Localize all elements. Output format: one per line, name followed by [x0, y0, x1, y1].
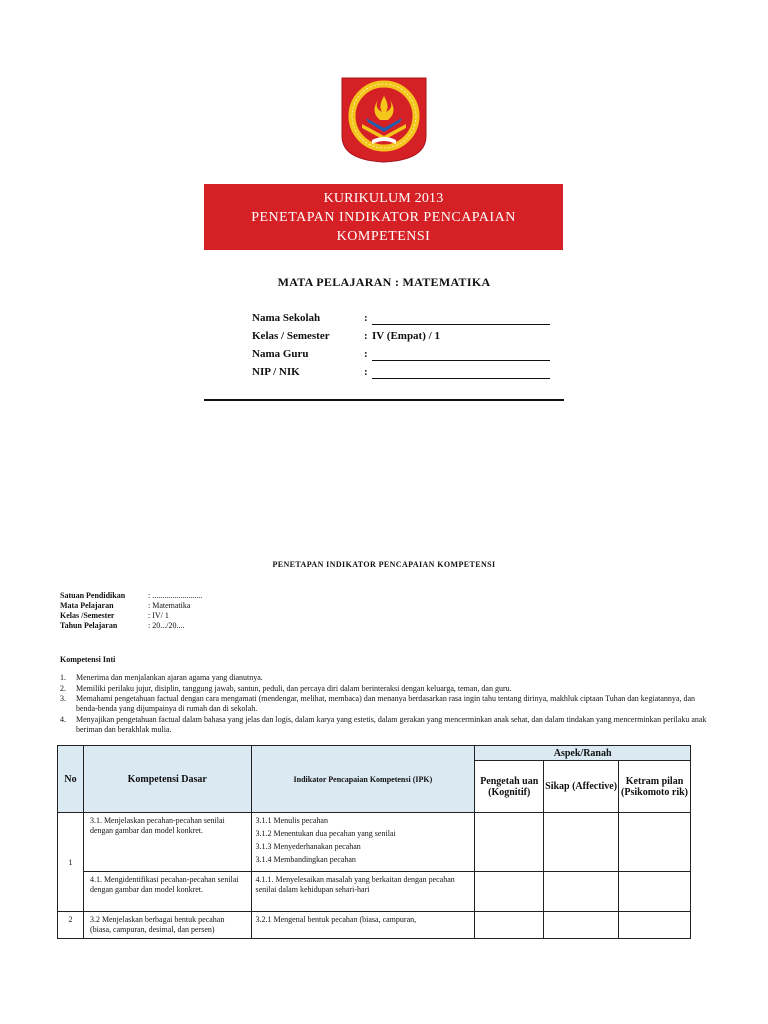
identity-value: IV (Empat) / 1 [372, 330, 440, 342]
row-number: 2 [58, 912, 84, 939]
ki-item [60, 673, 710, 683]
banner-line-2: PENETAPAN INDIKATOR PENCAPAIAN [251, 210, 516, 225]
ipk-item: 3.1.3 Menyederhanakan pecahan [255, 842, 361, 851]
ki-number: 4. [60, 715, 66, 724]
header-no: No [58, 746, 84, 813]
info-label: Kelas /Semester [60, 611, 115, 620]
header-sikap: Sikap (Affective) [544, 761, 619, 813]
banner-line-1: KURIKULUM 2013 [323, 191, 444, 206]
aspect-cell [619, 813, 691, 872]
identity-colon: : [364, 366, 368, 378]
ki-item [60, 694, 710, 714]
ipk-cell [251, 813, 475, 872]
ki-item [60, 715, 710, 735]
identity-label: NIP / NIK [252, 366, 300, 378]
aspect-cell [475, 813, 544, 872]
identity-label: Kelas / Semester [252, 330, 330, 342]
ki-number: 1. [60, 673, 66, 682]
info-label: Tahun Pelajaran [60, 621, 118, 630]
info-value: : IV/ 1 [148, 611, 169, 620]
info-value: : ......................... [148, 591, 203, 600]
aspect-cell [619, 872, 691, 912]
identity-colon: : [364, 312, 368, 324]
aspect-cell [544, 912, 619, 939]
divider [204, 399, 564, 401]
aspect-cell [544, 872, 619, 912]
ipk-cell [251, 872, 475, 912]
header-pengetahuan: Pengetah uan (Kognitif) [475, 761, 544, 813]
identity-label: Nama Sekolah [252, 312, 321, 324]
identity-colon: : [364, 330, 368, 342]
info-label: Mata Pelajaran [60, 601, 114, 610]
ipk-item: 3.1.4 Membandingkan pecahan [255, 855, 356, 864]
kd-cell: 3.2 Menjelaskan berbagai bentuk pecahan (biasa, campuran, desimal, dan persen) [83, 912, 251, 939]
ki-text: Memahami pengetahuan factual dengan cara mengamati (mendengar, melihat, membaca) dan menanya berdasarkan rasa ingin tahu tentang dirinya, makhluk ciptaan Tuhan dan kegiatannya, dan benda-benda yang dijumpainya di rumah dan di sekolah. [76, 694, 695, 713]
kd-cell: 4.1. Mengidentifikasi pecahan-pecahan senilai dengan gambar dan model konkret. [83, 872, 251, 912]
ki-number: 2. [60, 684, 66, 693]
header-aspek-ranah: Aspek/Ranah [475, 746, 691, 761]
ipk-item: 3.1.1 Menulis pecahan [255, 816, 328, 825]
identity-label: Nama Guru [252, 348, 309, 360]
ki-item [60, 684, 710, 694]
ki-number: 3. [60, 694, 66, 703]
table-row [58, 813, 691, 872]
banner-line-3: KOMPETENSI [336, 229, 431, 244]
ipk-cell [251, 912, 475, 939]
ipk-item: 4.1.1. Menyelesaikan masalah yang berkaitan dengan pecahan senilai dalam kehidupan sehari-hari [255, 875, 455, 894]
ipk-table [57, 745, 691, 939]
aspect-cell [544, 813, 619, 872]
tut-wuri-handayani-logo [336, 76, 432, 164]
aspect-cell [619, 912, 691, 939]
fill-in-line [372, 360, 550, 361]
section-title: PENETAPAN INDIKATOR PENCAPAIAN KOMPETENSI [272, 560, 496, 569]
header-ipk: Indikator Pencapaian Kompetensi (IPK) [251, 746, 475, 813]
info-value: : Matematika [148, 601, 191, 610]
header-keterampilan: Ketram pilan (Psikomoto rik) [619, 761, 691, 813]
identity-colon: : [364, 348, 368, 360]
table-row [58, 912, 691, 939]
ki-heading: Kompetensi Inti [60, 655, 116, 664]
table-row [58, 872, 691, 912]
ki-text: Memiliki perilaku jujur, disiplin, tanggung jawab, santun, peduli, dan percaya diri dalam berinteraksi dengan keluarga, teman, dan guru. [76, 684, 512, 693]
info-label: Satuan Pendidikan [60, 591, 126, 600]
title-banner [204, 184, 563, 250]
fill-in-line [372, 324, 550, 325]
kd-cell: 3.1. Menjelaskan pecahan-pecahan senilai dengan gambar dan model konkret. [83, 813, 251, 872]
ipk-item: 3.1.2 Menentukan dua pecahan yang senilai [255, 829, 396, 838]
ki-text: Menyajikan pengetahuan factual dalam bahasa yang jelas dan logis, dalam karya yang estetis, dalam gerakan yang mencerminkan anak sehat, dan dalam tindakan yang mencerminkan perilaku anak beriman dan berakhlak mulia. [76, 715, 707, 734]
aspect-cell [475, 872, 544, 912]
ki-text: Menerima dan menjalankan ajaran agama yang dianutnya. [76, 673, 263, 682]
aspect-cell [475, 912, 544, 939]
subject-title: MATA PELAJARAN : MATEMATIKA [277, 275, 491, 289]
header-kompetensi-dasar: Kompetensi Dasar [83, 746, 251, 813]
row-number: 1 [58, 813, 84, 912]
fill-in-line [372, 378, 550, 379]
info-value: : 20.../20.... [148, 621, 185, 630]
ipk-item: 3.2.1 Mengenal bentuk pecahan (biasa, campuran, [255, 915, 417, 924]
